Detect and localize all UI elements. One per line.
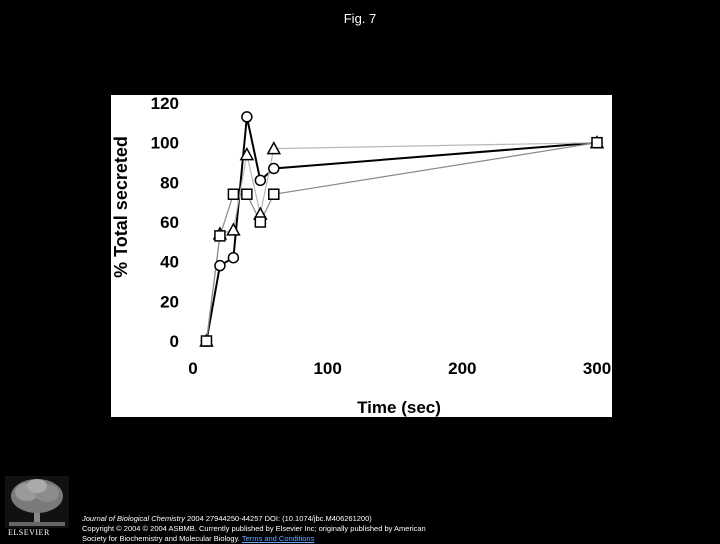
- series-line-square: [206, 143, 597, 341]
- elsevier-logo: [5, 476, 69, 536]
- y-tick-label: 40: [160, 252, 179, 272]
- line-chart: [111, 95, 612, 417]
- data-point-triangle: [227, 224, 239, 235]
- data-point-square: [242, 189, 252, 199]
- data-point-circle: [255, 175, 265, 185]
- series-line-triangle: [206, 143, 597, 341]
- y-tick-label: 100: [150, 133, 179, 153]
- series-line-circle: [206, 117, 597, 341]
- y-tick-label: 80: [160, 173, 179, 193]
- data-point-circle: [242, 112, 252, 122]
- x-axis-label: Time (sec): [357, 398, 441, 417]
- elsevier-tree-icon: [5, 476, 69, 528]
- data-point-square: [255, 217, 265, 227]
- chart-panel: [111, 95, 612, 417]
- journal-name: Journal of Biological Chemistry: [82, 514, 185, 523]
- figure-title: Fig. 7: [343, 11, 377, 26]
- citation-line-1: [82, 514, 642, 524]
- data-point-square: [201, 336, 211, 346]
- data-point-square: [228, 189, 238, 199]
- y-tick-label: 60: [160, 213, 179, 232]
- terms-link[interactable]: Terms and Conditions: [241, 534, 315, 543]
- publisher-name: ELSEVIER: [8, 528, 50, 537]
- x-tick-label: 100: [313, 359, 342, 378]
- data-point-square: [269, 189, 279, 199]
- copyright-line: Copyright © 2004 © 2004 ASBMB. Currently published by Elsevier Inc; originally published by American: [82, 524, 426, 533]
- data-point-square: [215, 231, 225, 241]
- y-tick-label: 120: [150, 95, 179, 113]
- y-axis-label: % Total secreted: [111, 136, 131, 278]
- x-tick-label: 0: [188, 359, 198, 378]
- data-point-circle: [228, 253, 238, 263]
- society-name: Society for Biochemistry and Molecular Biology.: [82, 534, 240, 543]
- data-point-circle: [269, 163, 279, 173]
- x-tick-label: 300: [582, 359, 612, 378]
- x-tick-label: 200: [448, 359, 477, 378]
- y-tick-label: 20: [160, 292, 179, 312]
- y-tick-label: 0: [169, 332, 179, 351]
- data-point-circle: [215, 261, 225, 271]
- citation-ref: 2004 27944250-44257 DOI: (10.1074/jbc.M406261200): [184, 514, 372, 523]
- data-point-square: [592, 138, 602, 148]
- citation-line-3: [82, 534, 642, 544]
